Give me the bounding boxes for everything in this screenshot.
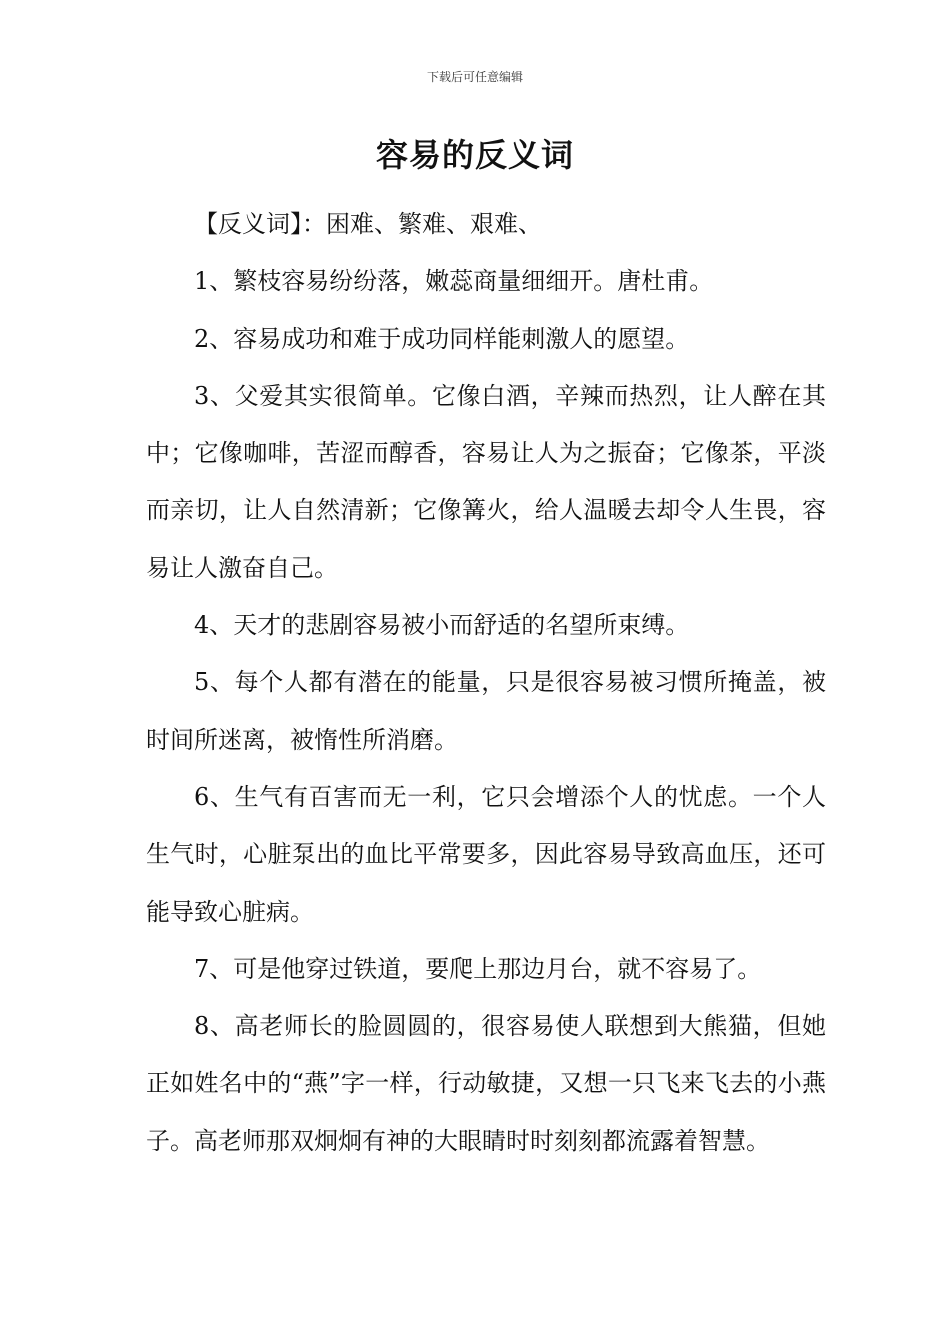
example-sentence-2: 2、容易成功和难于成功同样能刺激人的愿望。 bbox=[194, 324, 690, 353]
document-body bbox=[146, 196, 826, 1170]
header-note: 下载后可任意编辑 bbox=[426, 70, 523, 84]
example-sentence-1: 1、繁枝容易纷纷落，嫩蕊商量细细开。唐杜甫。 bbox=[194, 267, 714, 296]
example-sentence-6: 6、生气有百害而无一利，它只会增添个人的忧虑。一个人生气时，心脏泵出的血比平常要多，因此容易导致高血压，还可能导致心脏病。 bbox=[146, 782, 826, 926]
example-sentence-4: 4、天才的悲剧容易被小而舒适的名望所束缚。 bbox=[194, 611, 690, 640]
antonym-list-paragraph: 【反义词】：困难、繁难、艰难、 bbox=[194, 210, 542, 238]
document-title: 容易的反义词 bbox=[375, 136, 574, 174]
example-sentence-5: 5、每个人都有潜在的能量，只是很容易被习惯所掩盖，被时间所迷离，被惰性所消磨。 bbox=[146, 668, 826, 754]
example-sentence-3: 3、父爱其实很简单。它像白酒，辛辣而热烈，让人醉在其中；它像咖啡，苦涩而醇香，容易让人为之振奋；它像茶，平淡而亲切，让人自然清新；它像篝火，给人温暖去却令人生畏，容易让人激奋自己。 bbox=[146, 381, 826, 582]
example-sentence-7: 7、可是他穿过铁道，要爬上那边月台，就不容易了。 bbox=[194, 954, 762, 983]
example-sentence-8: 8、高老师长的脸圆圆的，很容易使人联想到大熊猫，但她正如姓名中的“燕”字一样，行动敏捷，又想一只飞来飞去的小燕子。高老师那双炯炯有神的大眼睛时时刻刻都流露着智慧。 bbox=[146, 1012, 826, 1155]
